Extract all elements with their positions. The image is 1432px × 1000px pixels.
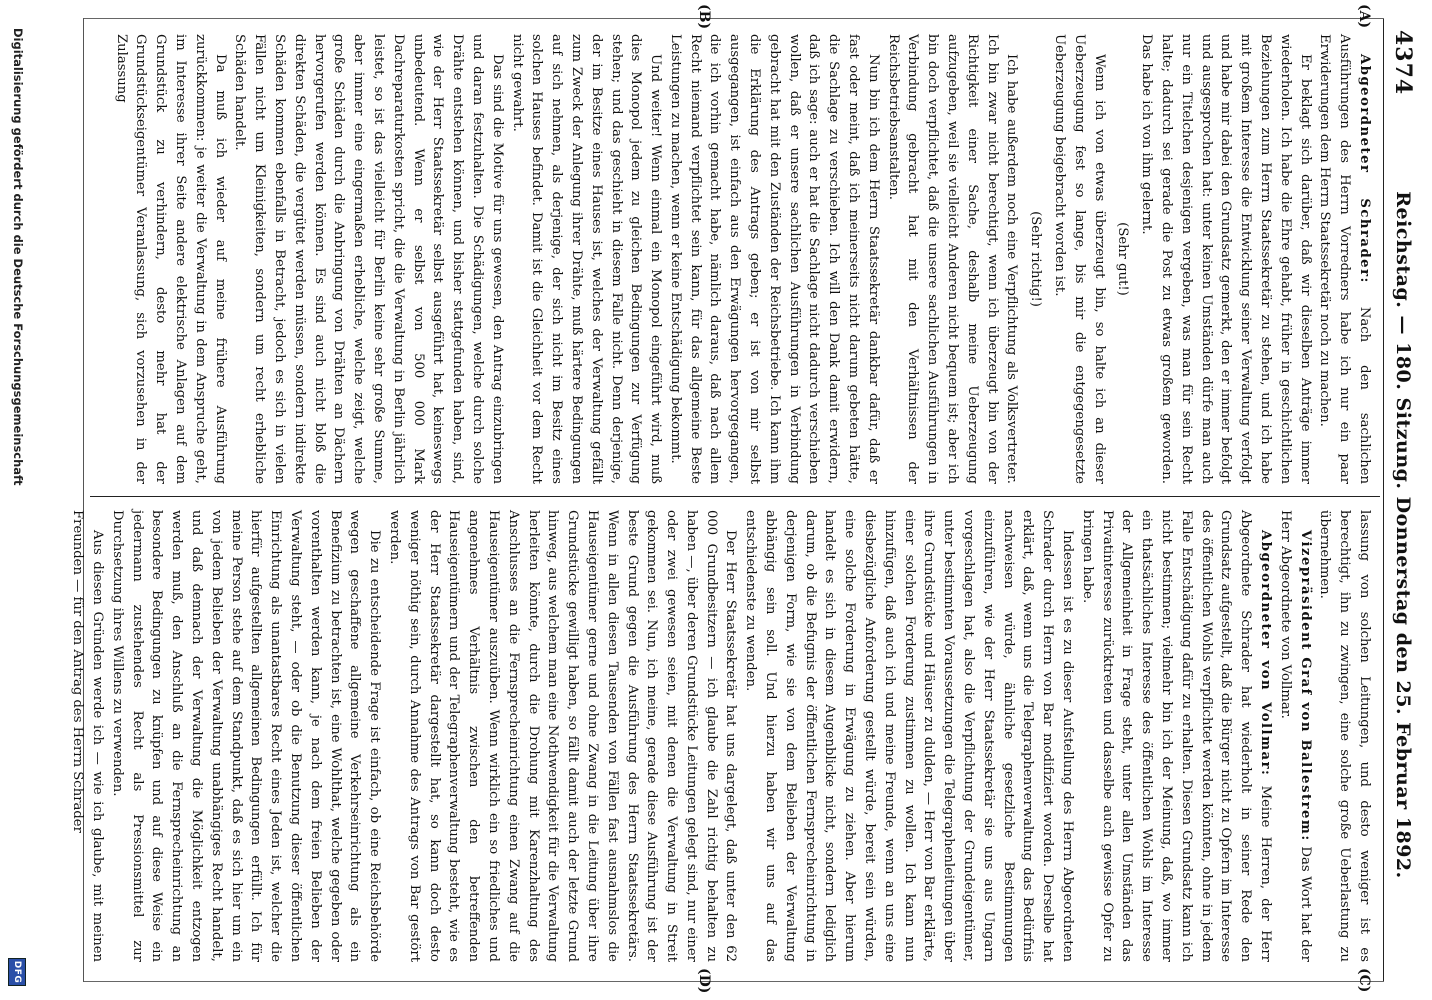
page-header <box>1388 0 1422 1000</box>
paragraph <box>1275 510 1315 962</box>
paragraph-text: Meine Herren, der Herr Abgeordnete Schrader hat wiederholt in seiner Rede den Grundsatz aufgestellt, daß die Bürger nicht zu Opfern im Interesse des öffentlichen Wohls verpflichtet werden könnten, ohne in jedem Falle Entschädigung dafür zu erhalten. Diesen Grundsatz kann ich nicht bestimmen; vielmehr bin ich der Meinung, daß, wo immer ein thatsächliches Interesse des öffentlichen Wohls im Interesse der Allgemeinheit in Frage steht, unter allen Umständen das Privatinteresse zurücktreten und dasselbe auch gewisse Opfer zu bringen habe. <box>1079 510 1274 962</box>
right-column <box>70 510 1374 962</box>
paragraph: Da muß ich wieder auf meine frühere Ausführung zurückkommen: je weiter die Verwaltung in dem Anspruche geht, im Interesse ihrer Seite andere elektrische Anlagen auf dem Grundstück zu verhindern, desto mehr hat der Grundstückseigentümer Veranlassung, sich vorzusehen in der Zulassung <box>113 34 228 484</box>
paragraph <box>1315 34 1374 484</box>
speaker-name: Abgeordneter Schrader: <box>1357 54 1372 284</box>
speaker-name: Abgeordneter von Vollmar: <box>1258 530 1274 777</box>
speaker-name: Vizepräsident Graf von Ballestrem: <box>1297 530 1313 842</box>
paragraph: lassung von solchen Leitungen, und desto weniger ist es berechtigt, ihn zu zwingen, eine solche große Ueberlastung zu übernehmen. <box>1317 510 1372 962</box>
top-rule <box>1383 18 1384 982</box>
paragraph-text: Das Wort hat der Herr Abgeordnete von Vollmar. <box>1277 510 1313 962</box>
paragraph: Und weiter! Wenn einmal ein Monopol eingeführt wird, muß dies Monopol jedem zu gleichen Bedingungen zur Verfügung stehen; und das geschieht in diesem Falle nicht. Denn derjenige, der im Besitze eines Hauses ist, welches der Verwaltung gefällt zum Zweck der Anlegung ihrer Drähte, muß härtere Bedingungen auf sich nehmen, als derjenige, der sich nicht im Besitz eines solchen Hauses befindet. Damit ist die Gleichheit vor dem Recht nicht gewahrt. <box>509 34 664 484</box>
paragraph: Ich habe außerdem noch eine Verpflichtung als Volksvertreter. Ich bin zwar nicht berechtigt, wenn ich überzeugt bin von der Richtigkeit einer Sache, deshalb meine Ueberzeugung aufzugeben, weil sie vielleicht Anderen nicht bequem ist; aber ich bin doch verpflichtet, daß die unsere sachlichen Ausführungen in Verbindung gebracht hat mit den Verhältnissen der Reichsbetriebsanstalten. <box>885 34 1020 484</box>
paragraph: Nun bin ich dem Herrn Staatssekretär dankbar dafür, daß er fast oder meint, daß ich meinerseits nicht darum gebeten hätte, die Sachlage zu verschieben. Ich will den Dank damit erwidern, daß ich sage: auch er hat die Sachlage nicht dadurch verschieben wollen, daß er unsere sachlichen Ausführungen in Verbindung gebracht hat mit den Zuständen der Reichsbetriebe. Ich kann ihm die Erklärung des Antrags geben; er ist von mir selbst ausgegangen, ist einfach aus den Erwägungen hervorgegangen, die ich vorhin gemacht habe, nämlich daraus, daß nach allem Recht niemand verpflichtet sein kann, für das allgemeine Beste Leistungen zu machen, wenn er keine Entschädigung bekommt. <box>667 34 881 484</box>
left-column <box>94 34 1374 484</box>
running-title: Reichstag. — 180. Sitzung. Donnerstag den 25. Februar 1892. <box>1392 191 1414 879</box>
reaction: (Sehr gut!) <box>1115 222 1131 296</box>
margin-marker-c: (C) <box>1356 968 1372 993</box>
dfg-logo-text: DFG <box>12 960 22 984</box>
digitization-footer <box>5 0 27 1000</box>
funding-notice: Digitalisierung gefördert durch die Deutsche Forschungsgemeinschaft <box>11 28 25 486</box>
margin-marker-a: (A) <box>1356 4 1372 29</box>
paragraph: Der Herr Staatssekretär hat uns dargelegt, daß unter den 62 000 Grundbesitzern — ich glaube die Zahl richtig behalten zu haben —, über deren Grundstücke Leitungen gelegt sind, nur einer oder zwei gewesen seien, mit denen die Verwaltung in Streit gekommen sei. Nun, ich meine, gerade diese Ausführung ist der beste Grund gegen die Ausführung des Herrn Staatssekretärs. Wenn in allen diesen Tausenden von Fällen fast ausnahmslos die Hauseigentümer gerne und ohne Zwang in die Leitung über ihre Grundstücke gewilligt haben, so fällt damit auch der letzte Grund hinweg, aus welchem man eine Nothwendigkeit für die Verwaltung herleiten könnte, durch die Drohung mit Karenzhaltung des Anschlusses an die Fernsprecheinrichtung einen Zwang auf die Hauseigentümer auszuüben. Wenn wirklich ein so friedliches und angenehmes Verhältnis zwischen den betreffenden Hauseigentümern und der Telegraphenverwaltung besteht, wie es der Herr Staatssekretär dargestellt hat, so kann doch desto weniger nöthig sein, durch Annahme des Antrags von Bar gestört werden. <box>386 510 739 962</box>
page-number: 4374 <box>1390 30 1416 96</box>
paragraph: Aus diesen Gründen werde ich — wie ich glaube, mit meinen Freunden — für den Antrag des Herrn Schrader <box>70 510 105 962</box>
margin-marker-b: (B) <box>696 4 712 30</box>
left-rule <box>84 18 1384 19</box>
paragraph-text: Nach den sachlichen Ausführungen des Herrn Vorredners habe ich nur ein paar Erwiderungen dem Herrn Staatssekretär noch zu machen. <box>1317 34 1372 484</box>
dfg-logo-icon <box>8 958 26 986</box>
column-divider <box>90 496 1380 497</box>
paragraph: Die zu entscheidende Frage ist einfach, ob eine Reichsbehörde wegen geschaffene allgemeine Verkehrseinrichtung als ein Benefizium zu betrachten ist, eine Wohlthat, welche gegeben oder vorenthalten werden kann, je nach dem freien Belieben der Verwaltung steht, — oder ob die Benutzung dieser öffentlichen Einrichtung als unantastbares Recht eines Jeden ist, welcher die hierfür aufgestellten allgemeinen Bedingungen erfüllt. Ich für meine Person stehe auf dem Standpunkt, daß es sich hier um ein von jedem Belieben der Verwaltung unabhängiges Recht handelt, und daß demnach der Verwaltung die Möglichkeit entzogen werden muß, den Anschluß an die Fernsprecheinrichtung an besondere Bedingungen zu knüpfen und auf diese Weise ein jedermann zustehendes Recht als Pressionsmittel zur Durchsetzung ihres Willens zu verwenden. <box>109 510 383 962</box>
paragraph: Wenn ich von etwas überzeugt bin, so halte ich an dieser Ueberzeugung fest so lange, bis mir die entgegengesetzte Ueberzeugung beigebracht worden ist. <box>1052 34 1107 484</box>
margin-marker-d: (D) <box>696 968 712 994</box>
paragraph: Indessen ist es zu dieser Aufstellung des Herrn Abgeordneten Schrader durch Herrn von Bar modifiziert worden. Derselbe hat erklärt, daß, wenn uns die Telegraphenverwaltung das Bedürfnis nachweisen würde, ähnliche gesetzliche Bestimmungen einzuführen, wie der Herr Staatssekretär sie uns aus Ungarn vorgeschlagen hat, also die Verpflichtung der Grundeigentümer, unter bestimmten Voraussetzungen die Telegraphenleitungen über ihre Grundstücke und Häuser zu dulden, — Herr von Bar erklärte, einer solchen Forderung zustimmen zu wollen. Ich kann nun hinzufügen, daß auch ich und meine Freunde, wenn an uns eine diesbezügliche Anforderung gestellt würde, bereit sein würden, eine solche Forderung in Erwägung zu ziehen. Aber hierum handelt es sich in diesem Augenblicke nicht, sondern lediglich darum, ob die Befugnis der öffentlichen Fernsprecheinrichtung in derjenigen Form, wie sie von dem Belieben der Verwaltung abhängig sein soll. Und hierzu haben wir uns auf das entschiedenste zu wenden. <box>743 510 1076 962</box>
right-rule <box>84 981 1384 982</box>
paragraph <box>1077 510 1275 962</box>
paragraph: Das sind die Motive für uns gewesen, den Antrag einzubringen und daran festzuhalten. Die Schädigungen, welche durch solche Drähte entstehen können, und bisher stattgefunden haben, sind, wie der Herr Staatssekretär selbst ausgeführt hat, keineswegs unbedeutend. Wenn er selbst von 500 000 Mark Dachreparaturkosten spricht, die die Verwaltung in Berlin jährlich leistet, so ist das vielleicht für Berlin keine sehr große Summe, aber immer eine eingermaßen erhebliche, welche zeigt, welche große Schäden durch die Anbringung von Drähten an Dächern hervorgerufen werden können. Es sind auch nicht bloß die direkten Schäden, die vergütet werden müssen, sondern indirekte Schäden kommen ebenfalls in Betracht, jedoch es sich in vielen Fällen nicht um Kleinigkeiten, sondern um recht erhebliche Schäden handelt. <box>232 34 505 484</box>
paragraph: Er beklagt sich darüber, daß wir dieselben Anträge immer wiederholen. Ich habe die Ehre gehabt, früher in geschichtlichen Beziehungen zum Herrn Staatssekretär zu stehen, und ich habe mit großem Interesse die Entwicklung seiner Verwaltung verfolgt und habe mir dabei den Grundsatz gemerkt, den er immer befolgt und ausgesprochen hat: unter keinen Umständen dürfe man auch nur ein Titelchen desjenigen vergeben, was man für sein Recht halte; dadurch sei gerade die Post zu etwas großem geworden. Das habe ich von ihm gelernt. <box>1139 34 1313 484</box>
reaction: (Sehr richtig!) <box>1028 211 1044 307</box>
